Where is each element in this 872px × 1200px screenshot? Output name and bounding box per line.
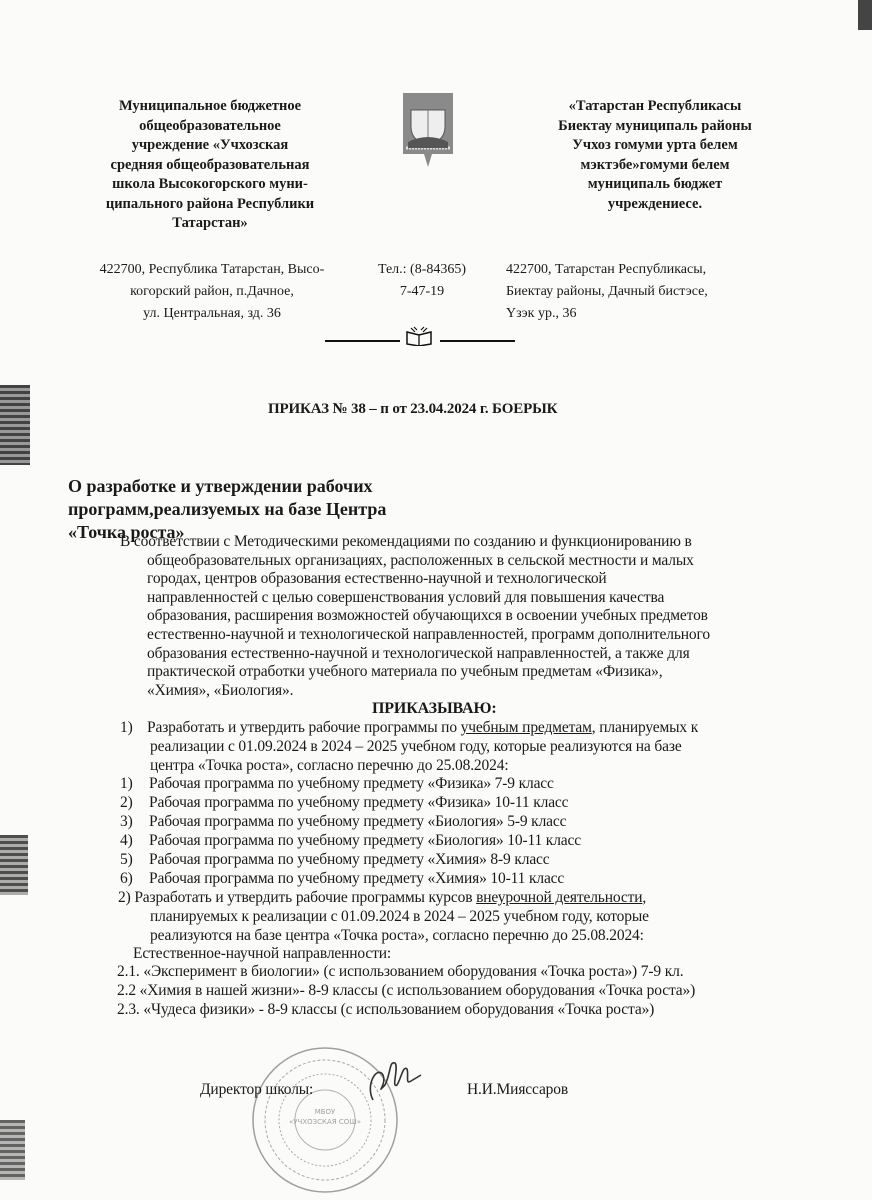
school-name-tatar [535,97,775,214]
signature-icon [355,1055,425,1110]
address-line: ул. Центральная, зд. 36 [143,306,281,321]
address-russian [78,259,346,325]
subject-line: О разработке и утверждении рабочих [68,476,373,496]
item1-text [147,719,698,737]
header-line: средняя общеобразовательная [110,156,310,173]
preamble-line: практической отработки учебного материала по учебным предметам «Физика», [147,663,663,680]
program-number: 3) [120,813,133,830]
address-line: когорский район, п.Дачное, [130,284,294,299]
header-line: школа Высокогорского муни- [112,176,308,192]
program-item [120,775,554,793]
program-number: 1) [120,775,133,792]
preamble-line: общеобразовательных организациях, расположенных в сельской местности и малых [147,552,694,569]
phone-number: 7-47-19 [399,284,445,299]
phone-label: Тел.: (8-84365) [377,262,467,277]
program-number: 2) [120,794,133,811]
preamble-line: В соответствии с Методическими рекомендациями по созданию и функционированию в [120,533,692,550]
item2-underlined: внеурочной деятельности [476,889,643,906]
subject-line: «Точка роста» [68,522,185,542]
program-text: Рабочая программа по учебному предмету «Химия» 8-9 класс [149,851,550,868]
program-item [120,832,581,850]
program-text: Рабочая программа по учебному предмету «Биология» 10-11 класс [149,832,581,849]
preamble-line: образования, расширения возможностей обучающихся в освоении учебных предметов [147,607,708,624]
item2-text-start: 2) Разработать и утвердить рабочие программы курсов [118,889,477,906]
header-line: Татарстан» [172,215,248,231]
signature-position: Директор школы: [200,1081,314,1098]
preamble-line: городах, центров образования естественно-научной и технологической [147,570,607,587]
phone [362,259,482,303]
item1-line: реализации с 01.09.2024 в 2024 – 2025 учебном году, которые реализуются на базе [150,738,682,755]
program-text: Рабочая программа по учебному предмету «Химия» 10-11 класс [149,870,565,887]
program-item [120,851,550,869]
preamble-line: образования естественно-научной и технологической направленностей, а также для [147,645,690,662]
program-text: Рабочая программа по учебному предмету «Физика» 7-9 класс [149,775,554,792]
subject-line: программ,реализуемых на базе Центра [68,499,387,519]
item2-line: реализуются на базе центра «Точка роста», согласно перечню до 25.08.2024: [150,927,644,944]
header-line: Биектау муниципаль районы [558,117,752,134]
item1-number: 1) [120,719,133,736]
course-item: 2.2 «Химия в нашей жизни»- 8-9 классы (с использованием оборудования «Точка роста») [117,982,696,999]
item2-text [118,889,646,907]
header-line: ципального района Республики [105,195,315,212]
item2-text-end: , [642,889,647,906]
direction-label: Естественное-научной направленности: [133,945,392,962]
program-text: Рабочая программа по учебному предмету «Биология» 5-9 класс [149,813,567,830]
header-divider [325,326,515,348]
program-text: Рабочая программа по учебному предмету «Физика» 10-11 класс [149,794,569,811]
address-line: 422700, Татарстан Республикасы, [506,262,707,277]
order-word: ПРИКАЗЫВАЮ: [372,700,497,717]
preamble-line: направленностей с целью совершенствования условий для повышения качества [147,589,665,606]
course-item: 2.1. «Эксперимент в биологии» (с использованием оборудования «Точка роста») 7-9 кл. [117,963,684,980]
item1-line: центра «Точка роста», согласно перечню до 25.08.2024: [150,757,509,774]
scan-edge-mark [858,0,872,30]
order-title: ПРИКАЗ № 38 – п от 23.04.2024 г. БОЕРЫК [268,401,558,417]
header-line: Учхоз гомуми урта белем [572,137,738,153]
header-line: муниципаль бюджет [587,176,723,192]
address-line: Биектау районы, Дачный бистэсе, [506,284,708,299]
item1-underlined: учебным предметам [460,719,592,736]
school-name-russian [80,97,340,234]
address-line: Үзэк ур., 36 [506,306,577,321]
preamble-line: естественно-научной и технологической направленностей, программ дополнительного [147,626,710,643]
preamble-line: «Химия», «Биология». [147,682,294,699]
divider-line-left [325,340,400,342]
header-line: мэктэбе»гомуми белем [580,156,730,173]
item1-text-end: , планируемых к [591,719,699,736]
header-line: Муниципальное бюджетное [118,98,302,114]
program-number: 5) [120,851,133,868]
address-tatar [506,259,766,325]
program-number: 4) [120,832,133,849]
stamp-text [250,1107,400,1127]
item2-line: планируемых к реализации с 01.09.2024 в 2024 – 2025 учебном году, которые [150,908,649,925]
scan-edge-mark [0,385,30,465]
book-icon [405,326,433,351]
header-line: общеобразовательное [139,117,281,134]
signature-name: Н.И.Мияссаров [467,1081,569,1098]
scan-edge-mark [0,835,28,895]
item1-text-start: Разработать и утвердить рабочие программы по [147,719,461,736]
course-item: 2.3. «Чудеса физики» - 8-9 классы (с использованием оборудования «Точка роста») [117,1001,655,1018]
header-line: учреждение «Учхозская [131,137,289,153]
program-item [120,870,564,888]
header-line: учреждениесе. [607,195,703,212]
divider-line-right [440,340,515,342]
program-number: 6) [120,870,133,887]
stamp-line: МБОУ [314,1108,336,1116]
coat-of-arms-icon [402,92,454,173]
stamp-line: «УЧХОЗСКАЯ СОШ» [288,1118,362,1126]
program-item [120,813,566,831]
header-line: «Татарстан Республикасы [568,98,742,114]
scan-edge-mark [0,1120,25,1180]
address-line: 422700, Республика Татарстан, Высо- [99,262,325,277]
program-item [120,794,568,812]
